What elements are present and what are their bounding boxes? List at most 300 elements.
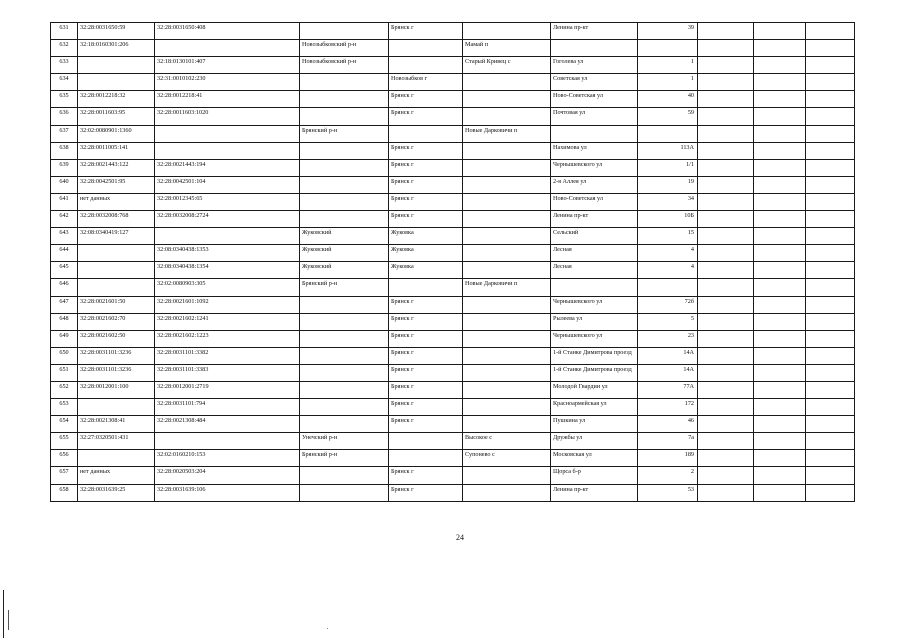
scan-margin-line — [3, 590, 4, 638]
table-row — [51, 416, 855, 433]
city-cell: Жуковка — [389, 228, 463, 245]
city-cell: Жуковка — [389, 245, 463, 262]
empty-cell — [806, 433, 855, 450]
settlement-cell: Супонево с — [463, 450, 551, 467]
empty-cell — [754, 313, 806, 330]
empty-cell — [698, 296, 754, 313]
city-cell — [389, 450, 463, 467]
cadastral-building-cell — [155, 228, 300, 245]
table-row — [51, 23, 855, 40]
empty-cell — [806, 91, 855, 108]
empty-cell — [754, 176, 806, 193]
table-row — [51, 74, 855, 91]
property-registry-table — [50, 22, 855, 502]
district-cell: Жуковский — [300, 228, 389, 245]
house-number-cell: 40 — [638, 91, 698, 108]
street-cell: Чернышевского ул — [551, 159, 638, 176]
empty-cell — [806, 416, 855, 433]
cadastral-land-cell — [78, 450, 155, 467]
row-number-cell: 656 — [51, 450, 78, 467]
street-cell: Пушкина ул — [551, 416, 638, 433]
house-number-cell: 1/1 — [638, 159, 698, 176]
cadastral-land-cell: 32:28:0021601:50 — [78, 296, 155, 313]
row-number-cell: 648 — [51, 313, 78, 330]
city-cell — [389, 57, 463, 74]
district-cell — [300, 364, 389, 381]
street-cell: Советская ул — [551, 74, 638, 91]
empty-cell — [806, 125, 855, 142]
empty-cell — [806, 262, 855, 279]
cadastral-land-cell: 32:08:0340419:127 — [78, 228, 155, 245]
settlement-cell — [463, 347, 551, 364]
cadastral-building-cell: 32:08:0340438:1353 — [155, 245, 300, 262]
cadastral-land-cell — [78, 74, 155, 91]
house-number-cell: 113А — [638, 142, 698, 159]
cadastral-building-cell: 32:28:0021602:1241 — [155, 313, 300, 330]
empty-cell — [806, 381, 855, 398]
city-cell — [389, 433, 463, 450]
table-row — [51, 57, 855, 74]
city-cell — [389, 40, 463, 57]
street-cell — [551, 279, 638, 296]
street-cell: Ленина пр-кт — [551, 211, 638, 228]
cadastral-building-cell: 32:28:0031650:408 — [155, 23, 300, 40]
empty-cell — [754, 399, 806, 416]
city-cell — [389, 125, 463, 142]
street-cell — [551, 40, 638, 57]
city-cell: Брянск г — [389, 467, 463, 484]
empty-cell — [698, 40, 754, 57]
empty-cell — [806, 450, 855, 467]
cadastral-land-cell: 32:28:0021602:50 — [78, 330, 155, 347]
street-cell: Нахимова ул — [551, 142, 638, 159]
house-number-cell — [638, 40, 698, 57]
settlement-cell — [463, 23, 551, 40]
district-cell — [300, 108, 389, 125]
street-cell: Лесная — [551, 262, 638, 279]
cadastral-building-cell — [155, 142, 300, 159]
empty-cell — [754, 330, 806, 347]
cadastral-land-cell — [78, 245, 155, 262]
city-cell: Брянск г — [389, 108, 463, 125]
empty-cell — [806, 211, 855, 228]
street-cell: Ленина пр-кт — [551, 23, 638, 40]
table-row — [51, 364, 855, 381]
empty-cell — [754, 91, 806, 108]
settlement-cell — [463, 176, 551, 193]
row-number-cell: 644 — [51, 245, 78, 262]
empty-cell — [698, 142, 754, 159]
house-number-cell: 46 — [638, 416, 698, 433]
empty-cell — [698, 399, 754, 416]
cadastral-land-cell: 32:28:0031101:3236 — [78, 347, 155, 364]
city-cell: Брянск г — [389, 296, 463, 313]
cadastral-building-cell: 32:18:0130101:407 — [155, 57, 300, 74]
cadastral-building-cell: 32:28:0021308:484 — [155, 416, 300, 433]
table-row — [51, 262, 855, 279]
table-row — [51, 484, 855, 501]
street-cell: Московская ул — [551, 450, 638, 467]
district-cell: Жуковский — [300, 245, 389, 262]
row-number-cell: 647 — [51, 296, 78, 313]
city-cell: Брянск г — [389, 313, 463, 330]
empty-cell — [806, 159, 855, 176]
empty-cell — [698, 279, 754, 296]
empty-cell — [754, 108, 806, 125]
table-row — [51, 108, 855, 125]
house-number-cell: 23 — [638, 330, 698, 347]
cadastral-building-cell — [155, 40, 300, 57]
cadastral-building-cell: 32:28:0042501:104 — [155, 176, 300, 193]
table-row — [51, 176, 855, 193]
settlement-cell: Мамай п — [463, 40, 551, 57]
table-body — [51, 23, 855, 502]
street-cell — [551, 125, 638, 142]
scan-margin-line — [8, 610, 9, 630]
table-row — [51, 330, 855, 347]
district-cell: Жуковский — [300, 262, 389, 279]
house-number-cell: 1 — [638, 57, 698, 74]
empty-cell — [806, 74, 855, 91]
empty-cell — [698, 57, 754, 74]
table-row — [51, 450, 855, 467]
district-cell — [300, 74, 389, 91]
empty-cell — [754, 296, 806, 313]
row-number-cell: 657 — [51, 467, 78, 484]
district-cell: Новозыбковский р-н — [300, 40, 389, 57]
row-number-cell: 652 — [51, 381, 78, 398]
empty-cell — [754, 381, 806, 398]
street-cell: Рылеева ул — [551, 313, 638, 330]
city-cell: Брянск г — [389, 193, 463, 210]
empty-cell — [806, 364, 855, 381]
page-number: 24 — [456, 533, 464, 542]
cadastral-building-cell: 32:28:0031101:3383 — [155, 364, 300, 381]
empty-cell — [754, 159, 806, 176]
empty-cell — [754, 416, 806, 433]
house-number-cell: 72б — [638, 296, 698, 313]
empty-cell — [806, 193, 855, 210]
house-number-cell: 4 — [638, 245, 698, 262]
house-number-cell: 7а — [638, 433, 698, 450]
cadastral-land-cell: 32:27:0320501:431 — [78, 433, 155, 450]
row-number-cell: 640 — [51, 176, 78, 193]
district-cell — [300, 467, 389, 484]
empty-cell — [806, 313, 855, 330]
table-row — [51, 399, 855, 416]
cadastral-land-cell: 32:28:0011603:95 — [78, 108, 155, 125]
row-number-cell: 643 — [51, 228, 78, 245]
empty-cell — [806, 176, 855, 193]
cadastral-land-cell: 32:28:0031639:25 — [78, 484, 155, 501]
cadastral-land-cell — [78, 262, 155, 279]
settlement-cell — [463, 142, 551, 159]
empty-cell — [806, 57, 855, 74]
row-number-cell: 649 — [51, 330, 78, 347]
row-number-cell: 645 — [51, 262, 78, 279]
settlement-cell: Старый Кривец с — [463, 57, 551, 74]
cadastral-land-cell: нет данных — [78, 193, 155, 210]
empty-cell — [806, 245, 855, 262]
house-number-cell: 189 — [638, 450, 698, 467]
row-number-cell: 642 — [51, 211, 78, 228]
settlement-cell — [463, 467, 551, 484]
cadastral-building-cell: 32:28:0021602:1223 — [155, 330, 300, 347]
empty-cell — [698, 416, 754, 433]
house-number-cell: 34 — [638, 193, 698, 210]
cadastral-building-cell: 32:28:0021443:194 — [155, 159, 300, 176]
house-number-cell — [638, 279, 698, 296]
cadastral-building-cell: 32:31:0010102:230 — [155, 74, 300, 91]
street-cell: Гоголева ул — [551, 57, 638, 74]
house-number-cell: 5 — [638, 313, 698, 330]
cadastral-building-cell: 32:28:0011603:1020 — [155, 108, 300, 125]
empty-cell — [698, 176, 754, 193]
settlement-cell — [463, 211, 551, 228]
table-row — [51, 296, 855, 313]
empty-cell — [698, 23, 754, 40]
cadastral-building-cell: 32:28:0031639:106 — [155, 484, 300, 501]
row-number-cell: 632 — [51, 40, 78, 57]
settlement-cell — [463, 484, 551, 501]
empty-cell — [698, 313, 754, 330]
empty-cell — [754, 193, 806, 210]
table-row — [51, 347, 855, 364]
cadastral-building-cell: 32:28:0012001:2719 — [155, 381, 300, 398]
cadastral-land-cell: 32:28:0011005:141 — [78, 142, 155, 159]
district-cell: Брянский р-н — [300, 450, 389, 467]
empty-cell — [806, 23, 855, 40]
empty-cell — [698, 467, 754, 484]
house-number-cell: 39 — [638, 23, 698, 40]
city-cell: Брянск г — [389, 416, 463, 433]
district-cell: Брянский р-н — [300, 125, 389, 142]
empty-cell — [754, 262, 806, 279]
table-row — [51, 279, 855, 296]
street-cell: 1-й Станке Димитрова проезд — [551, 364, 638, 381]
empty-cell — [754, 433, 806, 450]
empty-cell — [698, 381, 754, 398]
scan-speck — [327, 628, 328, 629]
table-row — [51, 142, 855, 159]
district-cell — [300, 347, 389, 364]
street-cell: 1-й Станке Димитрова проезд — [551, 347, 638, 364]
street-cell: Сельский — [551, 228, 638, 245]
settlement-cell — [463, 159, 551, 176]
empty-cell — [754, 142, 806, 159]
row-number-cell: 637 — [51, 125, 78, 142]
empty-cell — [698, 330, 754, 347]
empty-cell — [698, 193, 754, 210]
district-cell — [300, 193, 389, 210]
cadastral-building-cell: 32:28:0012218:41 — [155, 91, 300, 108]
cadastral-building-cell: 32:02:0160210:153 — [155, 450, 300, 467]
settlement-cell — [463, 296, 551, 313]
table-row — [51, 245, 855, 262]
row-number-cell: 646 — [51, 279, 78, 296]
cadastral-building-cell: 32:28:0031101:3382 — [155, 347, 300, 364]
cadastral-land-cell: 32:28:0032008:768 — [78, 211, 155, 228]
district-cell: Новозыбковский р-н — [300, 57, 389, 74]
district-cell — [300, 176, 389, 193]
empty-cell — [698, 262, 754, 279]
cadastral-building-cell: 32:28:0012345:65 — [155, 193, 300, 210]
row-number-cell: 636 — [51, 108, 78, 125]
cadastral-building-cell — [155, 125, 300, 142]
house-number-cell: 172 — [638, 399, 698, 416]
cadastral-building-cell — [155, 433, 300, 450]
district-cell: Брянский р-н — [300, 279, 389, 296]
district-cell — [300, 296, 389, 313]
table-row — [51, 467, 855, 484]
row-number-cell: 653 — [51, 399, 78, 416]
row-number-cell: 634 — [51, 74, 78, 91]
settlement-cell — [463, 74, 551, 91]
house-number-cell: 14А — [638, 347, 698, 364]
cadastral-land-cell: 32:28:0012001:100 — [78, 381, 155, 398]
city-cell: Брянск г — [389, 142, 463, 159]
row-number-cell: 655 — [51, 433, 78, 450]
district-cell — [300, 484, 389, 501]
cadastral-building-cell: 32:02:0080903:305 — [155, 279, 300, 296]
cadastral-building-cell: 32:28:0032008:2724 — [155, 211, 300, 228]
cadastral-land-cell — [78, 279, 155, 296]
empty-cell — [806, 279, 855, 296]
city-cell: Новозыбков г — [389, 74, 463, 91]
empty-cell — [698, 228, 754, 245]
empty-cell — [806, 108, 855, 125]
empty-cell — [754, 211, 806, 228]
cadastral-building-cell: 32:08:0340438:1354 — [155, 262, 300, 279]
city-cell: Жуковка — [389, 262, 463, 279]
empty-cell — [806, 347, 855, 364]
district-cell — [300, 142, 389, 159]
empty-cell — [806, 228, 855, 245]
street-cell: Молодой Гвардии ул — [551, 381, 638, 398]
cadastral-land-cell: 32:28:0031650:59 — [78, 23, 155, 40]
city-cell: Брянск г — [389, 381, 463, 398]
district-cell — [300, 91, 389, 108]
row-number-cell: 633 — [51, 57, 78, 74]
row-number-cell: 651 — [51, 364, 78, 381]
cadastral-land-cell: 32:28:0021443:122 — [78, 159, 155, 176]
empty-cell — [698, 125, 754, 142]
cadastral-land-cell: 32:28:0042501:95 — [78, 176, 155, 193]
house-number-cell: 14А — [638, 364, 698, 381]
city-cell — [389, 279, 463, 296]
settlement-cell — [463, 416, 551, 433]
city-cell: Брянск г — [389, 91, 463, 108]
cadastral-land-cell: 32:28:0012218:32 — [78, 91, 155, 108]
street-cell: Дружбы ул — [551, 433, 638, 450]
empty-cell — [806, 330, 855, 347]
settlement-cell — [463, 91, 551, 108]
house-number-cell: 4 — [638, 262, 698, 279]
house-number-cell: 77А — [638, 381, 698, 398]
row-number-cell: 639 — [51, 159, 78, 176]
city-cell: Брянск г — [389, 399, 463, 416]
table-row — [51, 228, 855, 245]
cadastral-land-cell: 32:18:0160301:206 — [78, 40, 155, 57]
empty-cell — [698, 74, 754, 91]
city-cell: Брянск г — [389, 176, 463, 193]
empty-cell — [754, 245, 806, 262]
street-cell: Ново-Советская ул — [551, 91, 638, 108]
district-cell — [300, 211, 389, 228]
table-row — [51, 40, 855, 57]
street-cell: Красноармейская ул — [551, 399, 638, 416]
empty-cell — [698, 433, 754, 450]
settlement-cell — [463, 381, 551, 398]
empty-cell — [698, 159, 754, 176]
city-cell: Брянск г — [389, 23, 463, 40]
empty-cell — [754, 347, 806, 364]
street-cell: Почтовая ул — [551, 108, 638, 125]
district-cell — [300, 23, 389, 40]
house-number-cell: 53 — [638, 484, 698, 501]
street-cell: Лесная — [551, 245, 638, 262]
street-cell: Ново-Советская ул — [551, 193, 638, 210]
district-cell — [300, 330, 389, 347]
house-number-cell: 1 — [638, 74, 698, 91]
district-cell — [300, 313, 389, 330]
table-row — [51, 381, 855, 398]
row-number-cell: 638 — [51, 142, 78, 159]
empty-cell — [806, 399, 855, 416]
settlement-cell: Новые Дарковичи п — [463, 125, 551, 142]
cadastral-land-cell — [78, 399, 155, 416]
street-cell: Чернышевского ул — [551, 296, 638, 313]
empty-cell — [806, 40, 855, 57]
city-cell: Брянск г — [389, 484, 463, 501]
street-cell: Чернышевского ул — [551, 330, 638, 347]
empty-cell — [754, 467, 806, 484]
house-number-cell — [638, 125, 698, 142]
settlement-cell — [463, 313, 551, 330]
district-cell — [300, 159, 389, 176]
empty-cell — [754, 40, 806, 57]
empty-cell — [754, 125, 806, 142]
empty-cell — [698, 245, 754, 262]
empty-cell — [754, 484, 806, 501]
settlement-cell — [463, 108, 551, 125]
cadastral-land-cell: 32:28:0021602:70 — [78, 313, 155, 330]
settlement-cell: Высокое с — [463, 433, 551, 450]
city-cell: Брянск г — [389, 364, 463, 381]
settlement-cell — [463, 228, 551, 245]
settlement-cell — [463, 399, 551, 416]
empty-cell — [754, 228, 806, 245]
district-cell — [300, 381, 389, 398]
street-cell: Ленина пр-кт — [551, 484, 638, 501]
settlement-cell — [463, 193, 551, 210]
row-number-cell: 631 — [51, 23, 78, 40]
cadastral-land-cell — [78, 57, 155, 74]
empty-cell — [698, 347, 754, 364]
city-cell: Брянск г — [389, 330, 463, 347]
table-row — [51, 193, 855, 210]
empty-cell — [754, 364, 806, 381]
settlement-cell — [463, 364, 551, 381]
empty-cell — [806, 142, 855, 159]
district-cell — [300, 416, 389, 433]
cadastral-land-cell: нет данных — [78, 467, 155, 484]
city-cell: Брянск г — [389, 159, 463, 176]
table-row — [51, 211, 855, 228]
cadastral-land-cell: 32:28:0031101:3236 — [78, 364, 155, 381]
empty-cell — [698, 364, 754, 381]
cadastral-building-cell: 32:28:0021601:1092 — [155, 296, 300, 313]
